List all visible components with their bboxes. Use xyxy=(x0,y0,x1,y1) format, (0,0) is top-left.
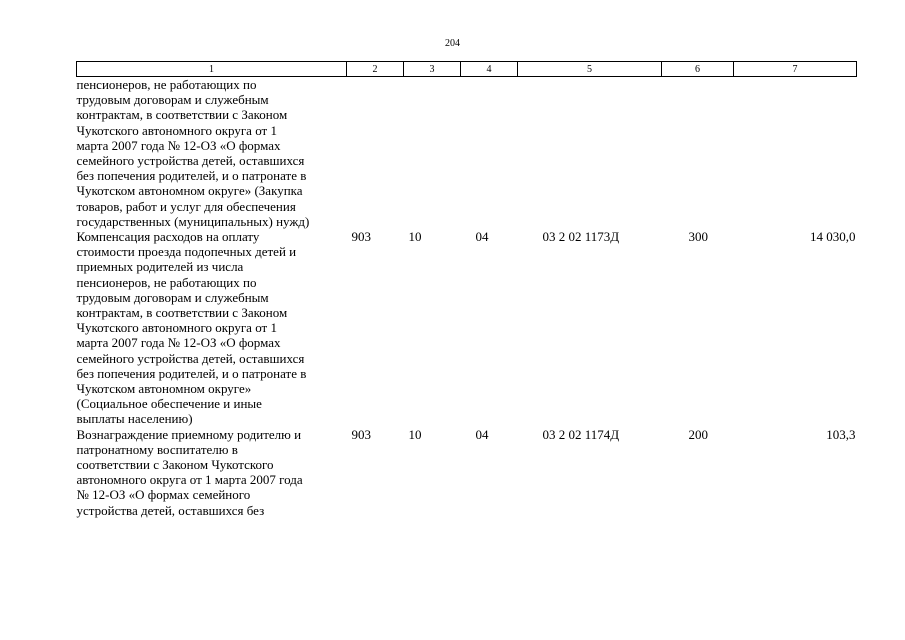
description-line: стоимости проезда подопечных детей и xyxy=(76,244,297,260)
description-line: выплаты населению) xyxy=(76,411,193,427)
description-line: пенсионеров, не работающих по xyxy=(76,274,257,290)
column-header-7: 7 xyxy=(734,62,857,77)
description-line: соответствии с Законом Чукотского xyxy=(76,457,274,473)
expense-type-code xyxy=(662,77,734,230)
ministry-code: 903 xyxy=(351,426,371,442)
column-header-6: 6 xyxy=(662,62,734,77)
column-header-3: 3 xyxy=(404,62,461,77)
amount-value xyxy=(734,77,857,230)
target-article-code: 03 2 02 1174Д xyxy=(542,426,620,442)
description-line: (Социальное обеспечение и иные xyxy=(76,396,262,412)
description-line: приемных родителей из числа xyxy=(76,259,244,275)
description-line: Вознаграждение приемному родителю и xyxy=(76,426,302,442)
description-line: № 12-ОЗ «О формах семейного xyxy=(76,487,251,503)
description-line: трудовым договорам и служебным xyxy=(76,92,269,108)
budget-table xyxy=(76,61,857,518)
table-row xyxy=(77,427,857,518)
description-line: без попечения родителей, и о патронате в xyxy=(76,365,307,381)
description-line: семейного устройства детей, оставшихся xyxy=(76,350,305,366)
description-line: патронатному воспитателю в xyxy=(76,441,238,457)
description-line: устройства детей, оставшихся без xyxy=(76,502,265,518)
subsection-code xyxy=(461,77,518,230)
expense-type-code: 300 xyxy=(688,229,708,245)
subsection-code: 04 xyxy=(475,426,489,442)
description-line: автономного округа от 1 марта 2007 года xyxy=(76,472,303,488)
description-line: без попечения родителей, и о патронате в xyxy=(76,168,307,184)
description-line: пенсионеров, не работающих по xyxy=(76,77,257,92)
table-header-row xyxy=(77,62,857,77)
ministry-code: 903 xyxy=(351,229,371,245)
amount-value: 103,3 xyxy=(826,426,856,442)
table-row xyxy=(77,77,857,230)
target-article-code: 03 2 02 1173Д xyxy=(542,229,620,245)
description-line: товаров, работ и услуг для обеспечения xyxy=(76,198,296,214)
row-description xyxy=(77,229,347,427)
description-line: Чукотском автономном округе» (Закупка xyxy=(76,183,303,199)
page-number: 204 xyxy=(445,38,460,49)
description-line: Компенсация расходов на оплату xyxy=(76,229,260,245)
description-line: Чукотском автономном округе» xyxy=(76,381,252,397)
section-code: 10 xyxy=(408,229,422,245)
table-body xyxy=(77,77,857,518)
column-header-4: 4 xyxy=(461,62,518,77)
description-line: трудовым договорам и служебным xyxy=(76,289,269,305)
column-header-2: 2 xyxy=(347,62,404,77)
description-line: Чукотского автономного округа от 1 xyxy=(76,320,277,336)
row-description xyxy=(77,77,347,230)
description-line: государственных (муниципальных) нужд) xyxy=(76,213,310,229)
description-line: контрактам, в соответствии с Законом xyxy=(76,305,288,321)
target-article-code xyxy=(518,77,662,230)
ministry-code xyxy=(347,77,404,230)
subsection-code: 04 xyxy=(475,229,489,245)
description-line: Чукотского автономного округа от 1 xyxy=(76,122,277,138)
table-row xyxy=(77,229,857,427)
section-code: 10 xyxy=(408,426,422,442)
section-code xyxy=(404,77,461,230)
description-line: марта 2007 года № 12-ОЗ «О формах xyxy=(76,335,281,351)
description-line: марта 2007 года № 12-ОЗ «О формах xyxy=(76,137,281,153)
description-line: контрактам, в соответствии с Законом xyxy=(76,107,288,123)
description-line: семейного устройства детей, оставшихся xyxy=(76,153,305,169)
amount-value: 14 030,0 xyxy=(810,229,856,245)
row-description xyxy=(77,427,347,518)
expense-type-code: 200 xyxy=(688,426,708,442)
column-header-5: 5 xyxy=(518,62,662,77)
column-header-1: 1 xyxy=(77,62,347,77)
